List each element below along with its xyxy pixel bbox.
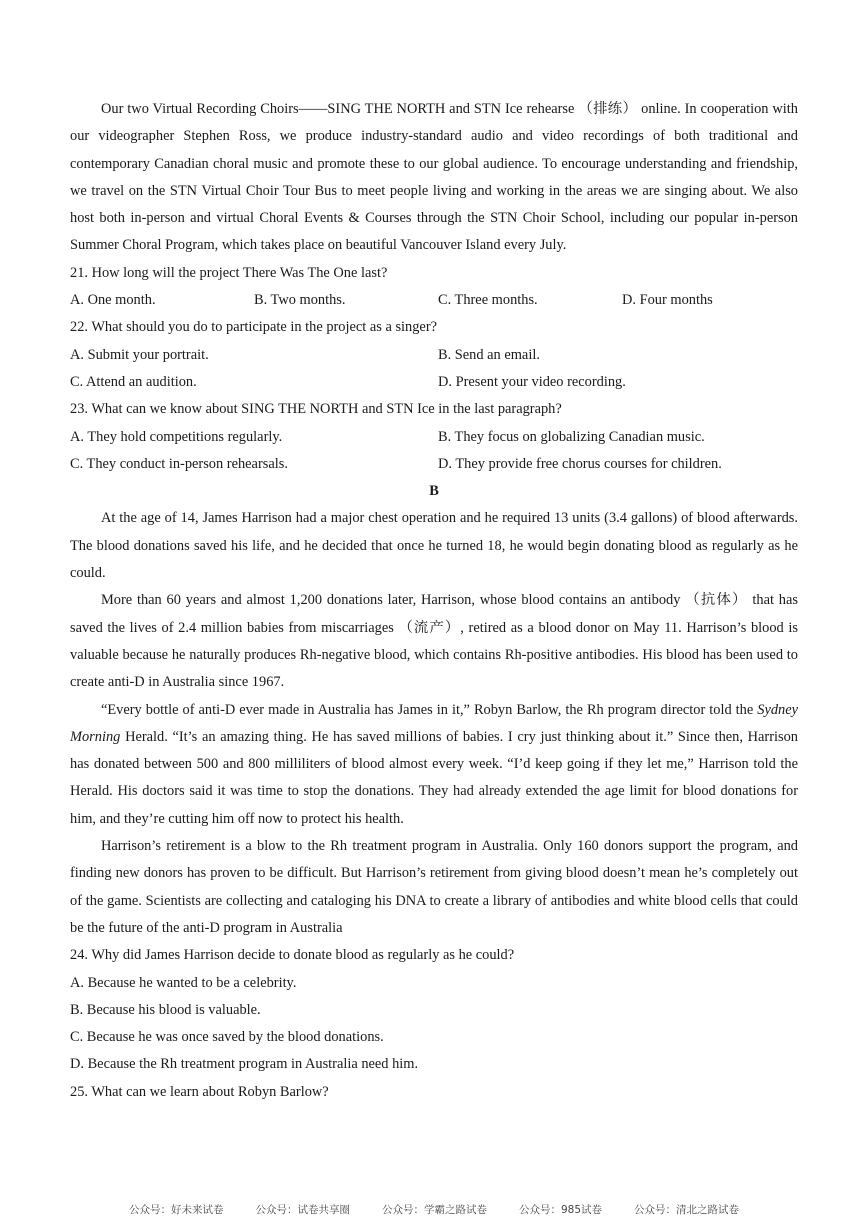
paragraph-3-part-a: “Every bottle of anti-D ever made in Australia has James in it,” Robyn Barlow, the Rh program director told the — [101, 701, 758, 718]
question-23-stem: 23. What can we know about SING THE NORTH and STN Ice in the last paragraph? — [70, 401, 562, 418]
question-24-option-b: B. Because his blood is valuable. — [70, 1001, 261, 1018]
option: A. Submit your portrait. — [70, 346, 209, 363]
footer-item: 公众号：985试卷 — [518, 1204, 603, 1216]
option: D. They provide free chorus courses for children. — [438, 455, 722, 472]
passage-b-paragraph-2: More than 60 years and almost 1,200 donations later, Harrison, whose blood contains an antibody （抗体） that has saved the lives of 2.4 million babies from miscarriages （流产）, retired as a blood donor on May 11. Harrison’s blood is valuable because he naturally produces Rh-negative blood, which contains Rh-positive antibodies. His blood has been used to create anti-D in Australia since 1967. — [70, 592, 798, 691]
footer-item: 公众号：清北之路试卷 — [634, 1204, 740, 1216]
option: B. Two months. — [254, 292, 346, 309]
passage-b-paragraph-1: At the age of 14, James Harrison had a major chest operation and he required 13 units (3.4 gallons) of blood afterwards. The blood donations saved his life, and he decided that once he turned 18, he would begin donating blood as regularly as he could. — [70, 510, 798, 582]
question-24-option-a: A. Because he wanted to be a celebrity. — [70, 974, 297, 991]
option: B. Send an email. — [438, 346, 540, 363]
section-b-title: B — [429, 483, 439, 500]
page-content — [70, 96, 798, 1106]
question-24-option-c: C. Because he was once saved by the blood donations. — [70, 1029, 384, 1046]
newspaper-name: Sydney Morning — [70, 701, 798, 745]
option: B. They focus on globalizing Canadian music. — [438, 428, 705, 445]
footer-item: 公众号：试卷共享圈 — [255, 1204, 350, 1216]
paragraph-3-part-b: Herald. “It’s an amazing thing. He has saved millions of babies. I cry just thinking about it.” Since then, Harrison has donated between 500 and 800 milliliters of blood almost every week. “I’d keep going if they let me,” Harrison told the Herald. His doctors said it was time to stop the donations. They had already extended the age limit for blood donations for him, and they’re cutting him off now to protect his health. — [70, 728, 798, 827]
passage-a-last-paragraph: Our two Virtual Recording Choirs——SING THE NORTH and STN Ice rehearse （排练） online. In cooperation with our videographer Stephen Ross, we produce industry-standard audio and video recordings of both traditional and contemporary Canadian choral music and promote these to our global audience. To encourage understanding and friendship, we travel on the STN Virtual Choir Tour Bus to meet people living and working in the areas we are singing about. We also host both in-person and virtual Choral Events & Courses through the STN Choir School, including our popular in-person Summer Choral Program, which takes place on beautiful Vancouver Island every July. — [70, 101, 798, 254]
question-25-stem: 25. What can we learn about Robyn Barlow? — [70, 1083, 329, 1100]
question-22-stem: 22. What should you do to participate in the project as a singer? — [70, 319, 437, 336]
footer-watermarks — [0, 1202, 868, 1222]
question-23-options — [70, 424, 798, 479]
option: D. Four months — [622, 292, 713, 309]
option: A. One month. — [70, 292, 156, 309]
question-24-option-d: D. Because the Rh treatment program in Australia need him. — [70, 1056, 419, 1073]
option: C. Attend an audition. — [70, 373, 197, 390]
passage-b-paragraph-4: Harrison’s retirement is a blow to the Rh treatment program in Australia. Only 160 donors support the program, and finding new donors has proven to be difficult. But Harrison’s retirement from giving blood doesn’t mean he’s completely out of the game. Scientists are collecting and cataloging his DNA to create a library of antibodies and white blood cells that could be the future of the anti-D program in Australia — [70, 838, 798, 936]
question-24-stem: 24. Why did James Harrison decide to donate blood as regularly as he could? — [70, 947, 515, 964]
passage-b-paragraph-3 — [70, 697, 798, 833]
footer-item: 公众号：学霸之路试卷 — [381, 1204, 487, 1216]
option: C. Three months. — [438, 292, 538, 309]
option: D. Present your video recording. — [438, 373, 626, 390]
option: A. They hold competitions regularly. — [70, 428, 283, 445]
question-21-stem: 21. How long will the project There Was The One last? — [70, 264, 388, 281]
footer-item: 公众号：好未来试卷 — [128, 1204, 224, 1216]
question-22-options — [70, 342, 798, 397]
question-21-options — [70, 287, 798, 314]
option: C. They conduct in-person rehearsals. — [70, 455, 288, 472]
